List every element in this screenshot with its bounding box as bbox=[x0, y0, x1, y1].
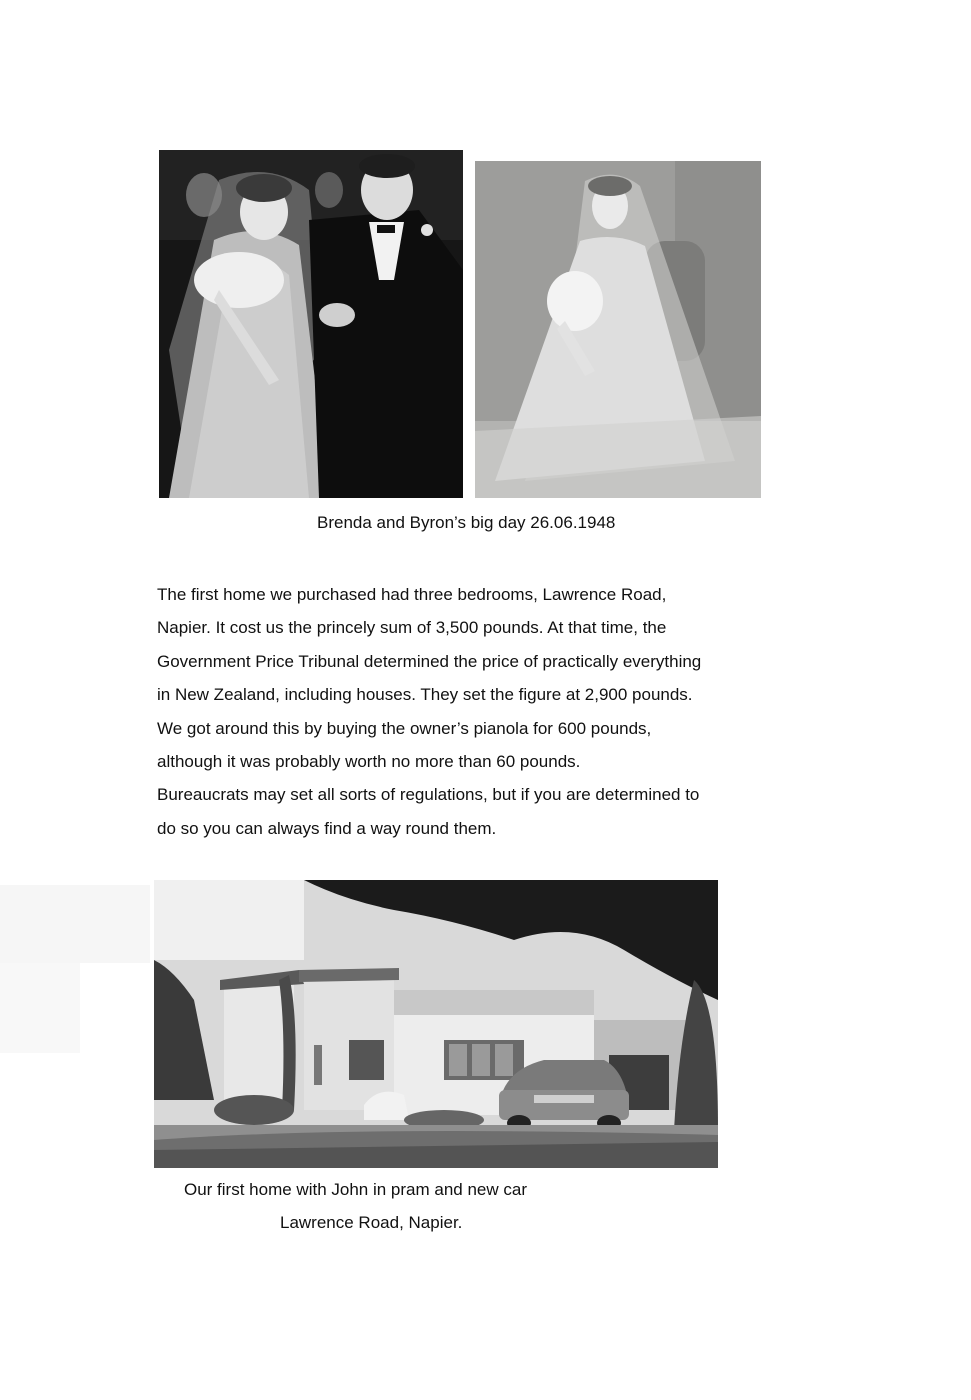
story-line: The first home we purchased had three bedrooms, Lawrence Road, bbox=[157, 585, 667, 604]
bride-portrait-photo bbox=[475, 161, 761, 498]
story-line: do so you can always find a way round them. bbox=[157, 818, 497, 838]
house-caption-line-1: Our first home with John in pram and new car bbox=[184, 1180, 527, 1199]
story-line: Napier. It cost us the princely sum of 3,500 pounds. At that time, the bbox=[157, 618, 667, 638]
scan-smudge bbox=[0, 885, 150, 963]
house-caption-line-2: Lawrence Road, Napier. bbox=[280, 1213, 463, 1232]
story-line: Government Price Tribunal determined the price of practically everything bbox=[157, 651, 702, 671]
story-line: although it was probably worth no more than 60 pounds. bbox=[157, 752, 581, 772]
wedding-caption: Brenda and Byron’s big day 26.06.1948 bbox=[317, 513, 616, 532]
story-line: We got around this by buying the owner’s pianola for 600 pounds, bbox=[157, 718, 652, 738]
story-paragraph bbox=[157, 578, 837, 845]
story-line: in New Zealand, including houses. They set the figure at 2,900 pounds. bbox=[157, 685, 693, 705]
first-home-photo bbox=[154, 880, 718, 1168]
story-line: Bureaucrats may set all sorts of regulations, but if you are determined to bbox=[157, 785, 700, 805]
scan-smudge bbox=[0, 963, 80, 1053]
wedding-couple-photo bbox=[159, 150, 463, 498]
